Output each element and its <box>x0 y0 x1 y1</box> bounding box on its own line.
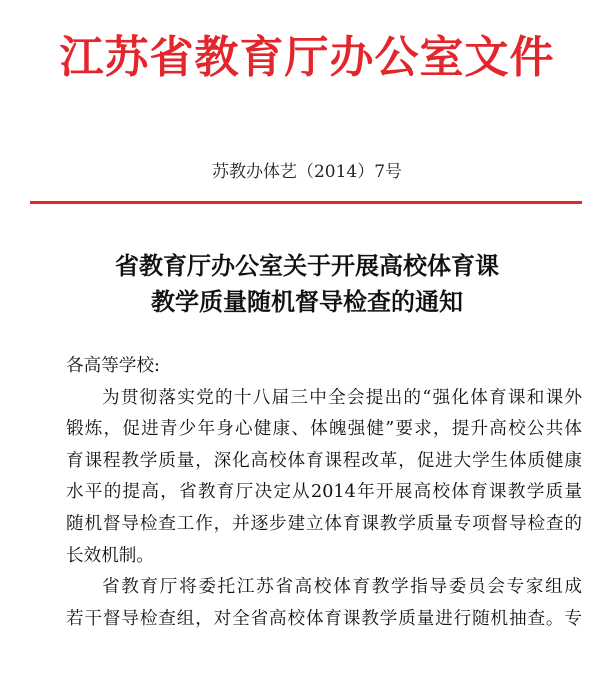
body-line-1: 为贯彻落实党的十八届三中全会提出的“强化体育课和课外 <box>102 387 582 408</box>
document-number: 苏教办体艺（2014）7号 <box>211 162 403 182</box>
notice-body <box>66 351 582 635</box>
body-line-5: 随机督导检查工作，并逐步建立体育课教学质量专项督导检查的 <box>66 513 582 534</box>
body-line-4: 水平的提高，省教育厅决定从2014年开展高校体育课教学质量 <box>66 482 582 503</box>
body-line-7: 省教育厅将委托江苏省高校体育教学指导委员会专家组成 <box>102 577 582 598</box>
red-divider-line <box>30 201 582 204</box>
body-line-8: 若干督导检查组，对全省高校体育课教学质量进行随机抽查。专 <box>66 608 582 629</box>
notice-title-line-1: 省教育厅办公室关于开展高校体育课 <box>115 252 499 280</box>
body-line-6: 长效机制。 <box>66 545 154 566</box>
notice-title-line-2: 教学质量随机督导检查的通知 <box>151 288 463 316</box>
notice-title <box>0 248 614 320</box>
body-line-2: 锻炼，促进青少年身心健康、体魄强健”要求，提升高校公共体 <box>66 419 582 440</box>
document-header-title: 江苏省教育厅办公室文件 <box>59 32 555 83</box>
salutation: 各高等学校: <box>66 356 160 376</box>
body-line-3: 育课程教学质量，深化高校体育课程改革，促进大学生体质健康 <box>66 450 582 471</box>
